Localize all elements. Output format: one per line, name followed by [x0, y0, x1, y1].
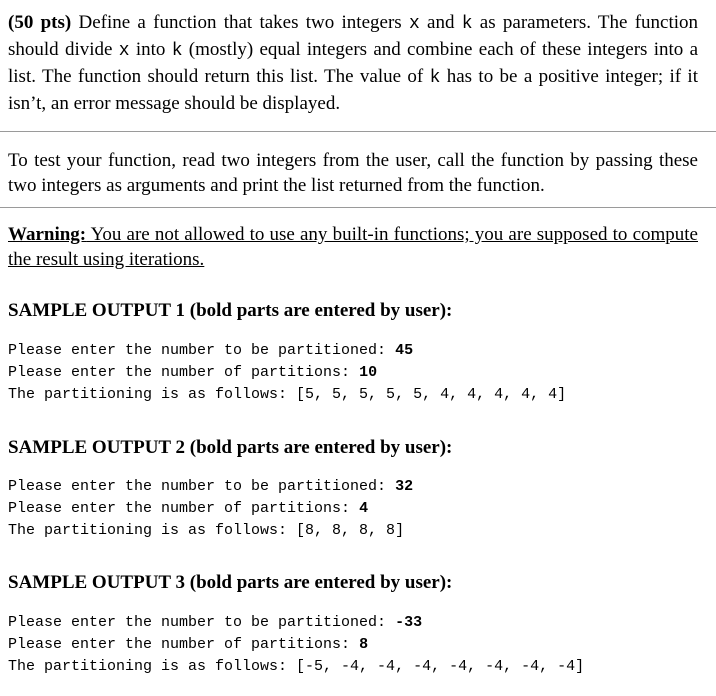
- problem-text: has to be a positive integer; if it isn’t, an error message should be displayed.: [8, 66, 698, 114]
- code-block: [8, 476, 698, 542]
- sample-output-2: [8, 435, 698, 542]
- var-k: k: [461, 14, 473, 34]
- result-line: The partitioning is as follows: [-5, -4, -4, -4, -4, -4, -4, -4]: [8, 658, 585, 675]
- sample-output-1: [8, 298, 698, 406]
- prompt-text: Please enter the number to be partitioned:: [8, 478, 396, 495]
- prompt-text: Please enter the number to be partitioned:: [8, 342, 396, 359]
- divider: [0, 131, 716, 132]
- code-line: [8, 362, 698, 384]
- sample-heading: SAMPLE OUTPUT 1 (bold parts are entered by user):: [8, 300, 453, 321]
- problem-text: into: [129, 39, 172, 60]
- sample-output-3: [8, 570, 698, 678]
- code-line: [8, 498, 698, 520]
- problem-text: (mostly) equal integers and combine each of these integers into a list. The function should return this list. The value of: [8, 39, 698, 87]
- user-input: 4: [359, 500, 369, 517]
- sample-heading: SAMPLE OUTPUT 3 (bold parts are entered by user):: [8, 572, 453, 593]
- prompt-text: Please enter the number of partitions:: [8, 636, 360, 653]
- prompt-text: Please enter the number of partitions:: [8, 500, 360, 517]
- problem-text: Define a function that takes two integers: [71, 12, 409, 33]
- problem-statement: [8, 10, 698, 116]
- result-line: The partitioning is as follows: [5, 5, 5, 5, 5, 4, 4, 4, 4, 4]: [8, 386, 567, 403]
- divider: [0, 207, 716, 208]
- warning-paragraph: [8, 222, 698, 272]
- test-instructions: [8, 148, 698, 198]
- var-x: x: [118, 41, 130, 61]
- code-block: [8, 340, 698, 406]
- test-paragraph: To test your function, read two integers from the user, call the function by passing these two integers as arguments and print the list returned from the function.: [8, 150, 698, 196]
- sample-heading: SAMPLE OUTPUT 2 (bold parts are entered by user):: [8, 437, 453, 458]
- prompt-text: Please enter the number of partitions:: [8, 364, 360, 381]
- problem-paragraph: [8, 10, 698, 116]
- code-line: [8, 612, 698, 634]
- code-line: [8, 634, 698, 656]
- warning-block: [8, 222, 698, 272]
- user-input: 45: [395, 342, 414, 359]
- warning-text: You are not allowed to use any built-in functions; you are supposed to compute the result using iterations.: [8, 224, 698, 270]
- user-input: -33: [395, 614, 423, 631]
- warning-label: Warning:: [8, 224, 87, 245]
- var-k: k: [429, 68, 441, 88]
- code-line: [8, 476, 698, 498]
- problem-text: as parameters. The function should divide: [8, 12, 699, 60]
- var-k: k: [171, 41, 183, 61]
- code-block: [8, 612, 698, 678]
- user-input: 32: [395, 478, 414, 495]
- prompt-text: Please enter the number to be partitioned:: [8, 614, 396, 631]
- user-input: 8: [359, 636, 369, 653]
- points-label: (50 pts): [8, 12, 72, 33]
- result-line: The partitioning is as follows: [8, 8, 8, 8]: [8, 522, 405, 539]
- code-line: [8, 340, 698, 362]
- problem-text: and: [419, 12, 462, 33]
- user-input: 10: [359, 364, 378, 381]
- var-x: x: [408, 14, 420, 34]
